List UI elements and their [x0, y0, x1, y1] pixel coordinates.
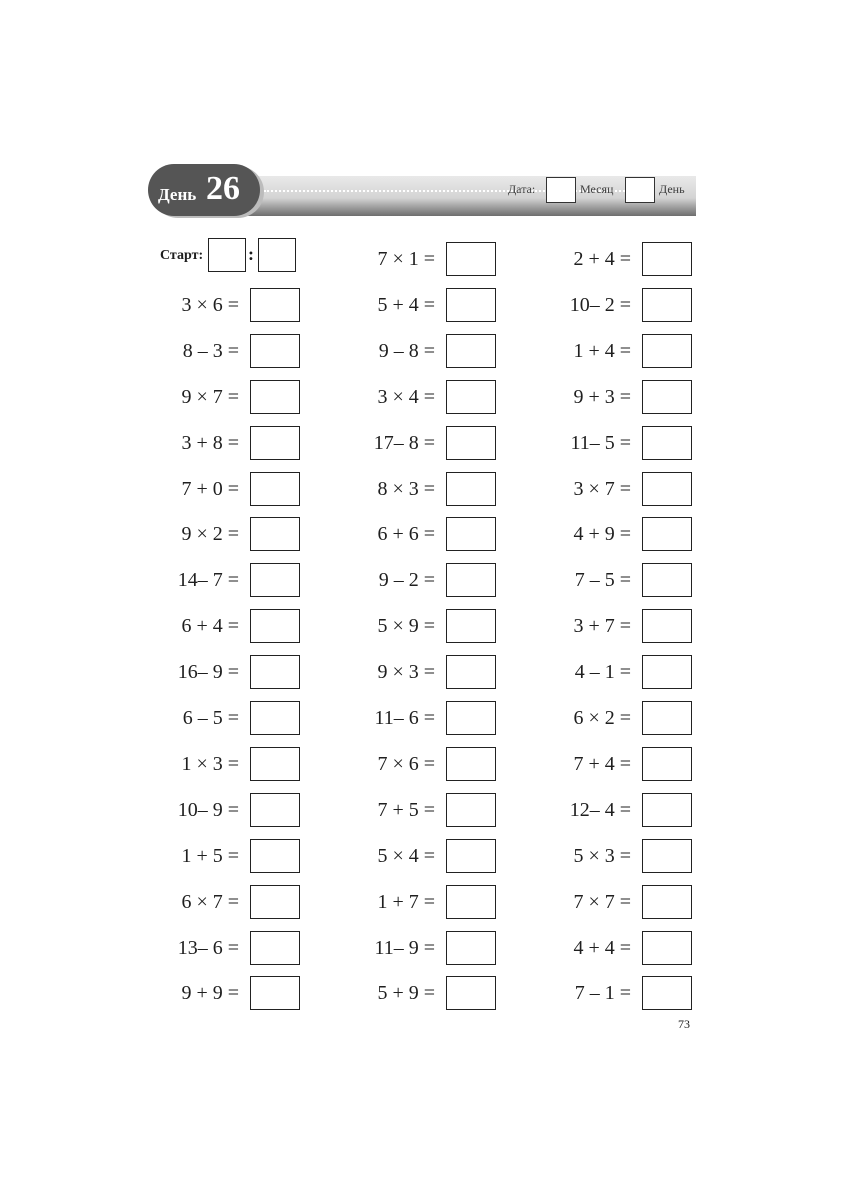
page-number: 73	[678, 1017, 690, 1031]
problem-row	[542, 426, 692, 460]
problem-expression: 7 + 0 =	[181, 477, 239, 500]
problem-expression: 4 + 9 =	[573, 523, 631, 546]
day-label: День	[659, 182, 685, 196]
answer-box[interactable]	[250, 517, 300, 551]
problem-expression: 9 – 2 =	[378, 569, 435, 592]
header-band	[188, 176, 696, 216]
answer-box[interactable]	[250, 885, 300, 919]
problem-row	[150, 839, 300, 873]
problem-row	[150, 701, 300, 735]
problem-expression: 6 – 5 =	[182, 707, 239, 729]
day-word: День	[158, 185, 197, 204]
day-number: 26	[206, 170, 240, 207]
answer-box[interactable]	[250, 931, 300, 965]
answer-box[interactable]	[446, 334, 496, 368]
problem-expression: 7 + 4 =	[573, 752, 631, 775]
problem-row	[346, 976, 496, 1010]
problem-expression: 7 – 5 =	[574, 569, 631, 592]
answer-box[interactable]	[642, 931, 692, 965]
problem-row	[150, 334, 300, 368]
problem-row	[542, 885, 692, 919]
problem-expression: 9 + 3 =	[573, 385, 631, 408]
answer-box[interactable]	[250, 976, 300, 1010]
answer-box[interactable]	[446, 701, 496, 735]
problem-expression: 1 + 7 =	[377, 890, 435, 913]
start-row	[150, 236, 300, 270]
problem-row	[542, 931, 692, 965]
problem-row	[150, 426, 300, 460]
start-colon: :	[248, 244, 254, 264]
problem-row	[542, 701, 692, 735]
answer-box[interactable]	[250, 380, 300, 414]
problem-expression: 3 × 4 =	[377, 385, 435, 408]
answer-box[interactable]	[642, 334, 692, 368]
problem-row	[150, 517, 300, 551]
answer-box[interactable]	[642, 380, 692, 414]
problem-row	[542, 288, 692, 322]
problem-row	[346, 655, 496, 689]
problem-row	[150, 931, 300, 965]
day-header	[148, 164, 696, 216]
problem-row	[346, 839, 496, 873]
answer-box[interactable]	[250, 793, 300, 827]
date-box[interactable]	[546, 177, 576, 203]
problem-row	[542, 747, 692, 781]
problem-expression: 10– 2 =	[569, 293, 631, 316]
problem-expression: 17– 8 =	[373, 431, 435, 454]
answer-box[interactable]	[642, 426, 692, 460]
answer-box[interactable]	[250, 839, 300, 873]
problem-row	[542, 242, 692, 276]
answer-box[interactable]	[446, 747, 496, 781]
problem-expression: 4 + 4 =	[573, 936, 631, 959]
problem-row	[542, 609, 692, 643]
answer-box[interactable]	[446, 655, 496, 689]
answer-box[interactable]	[642, 793, 692, 827]
problem-row	[346, 793, 496, 827]
problem-expression: 9 × 2 =	[181, 523, 239, 546]
problem-expression: 7 × 6 =	[377, 752, 435, 775]
day-badge	[148, 164, 260, 216]
problem-expression: 16– 9 =	[177, 661, 239, 684]
answer-box[interactable]	[446, 563, 496, 597]
answer-box[interactable]	[250, 472, 300, 506]
problem-expression: 6 × 2 =	[573, 707, 631, 729]
problem-expression: 6 + 6 =	[377, 523, 435, 546]
problem-expression: 1 + 4 =	[573, 339, 631, 362]
answer-box[interactable]	[446, 426, 496, 460]
answer-box[interactable]	[642, 517, 692, 551]
problem-expression: 2 + 4 =	[573, 248, 631, 270]
problem-expression: 11– 9 =	[374, 936, 435, 959]
answer-box[interactable]	[642, 655, 692, 689]
problem-row	[150, 747, 300, 781]
problem-row	[542, 839, 692, 873]
problem-expression: 13– 6 =	[177, 936, 239, 959]
answer-box[interactable]	[446, 380, 496, 414]
problem-expression: 5 × 3 =	[573, 844, 631, 867]
problem-row	[542, 793, 692, 827]
problem-row	[150, 885, 300, 919]
problem-row	[346, 517, 496, 551]
problem-row	[150, 793, 300, 827]
problem-expression: 7 × 7 =	[573, 890, 631, 913]
problem-expression: 11– 5 =	[570, 431, 631, 454]
answer-box[interactable]	[642, 609, 692, 643]
problem-row	[346, 426, 496, 460]
start-label: Старт:	[160, 248, 204, 263]
problem-row	[346, 747, 496, 781]
problem-expression: 3 + 7 =	[573, 615, 631, 638]
problem-expression: 5 × 9 =	[377, 615, 435, 638]
month-label: Месяц	[580, 182, 614, 196]
problem-expression: 7 × 1 =	[377, 248, 435, 270]
problem-expression: 9 × 7 =	[181, 385, 239, 408]
problem-expression: 3 × 7 =	[573, 477, 631, 500]
answer-box[interactable]	[642, 976, 692, 1010]
answer-box[interactable]	[250, 747, 300, 781]
answer-box[interactable]	[642, 563, 692, 597]
answer-box[interactable]	[250, 609, 300, 643]
answer-box[interactable]	[446, 885, 496, 919]
problem-expression: 4 – 1 =	[574, 661, 631, 684]
problem-expression: 6 × 7 =	[181, 890, 239, 913]
problem-row	[346, 380, 496, 414]
problem-row	[346, 885, 496, 919]
answer-box[interactable]	[446, 472, 496, 506]
problem-row	[150, 472, 300, 506]
answer-box[interactable]	[642, 747, 692, 781]
problem-row	[150, 563, 300, 597]
answer-box[interactable]	[642, 701, 692, 735]
answer-box[interactable]	[446, 931, 496, 965]
answer-box[interactable]	[446, 976, 496, 1010]
problem-row	[346, 334, 496, 368]
answer-box[interactable]	[446, 517, 496, 551]
answer-box[interactable]	[250, 426, 300, 460]
problem-expression: 1 × 3 =	[181, 752, 239, 775]
problem-expression: 9 + 9 =	[181, 982, 239, 1005]
answer-box[interactable]	[642, 242, 692, 276]
problem-expression: 8 × 3 =	[377, 477, 435, 500]
problem-row	[346, 701, 496, 735]
answer-box[interactable]	[250, 655, 300, 689]
problem-expression: 14– 7 =	[177, 569, 239, 592]
problem-row	[346, 242, 496, 276]
problem-row	[150, 380, 300, 414]
problem-expression: 3 × 6 =	[181, 293, 239, 316]
problem-row	[346, 472, 496, 506]
answer-box[interactable]	[250, 334, 300, 368]
problem-expression: 5 + 4 =	[377, 293, 435, 316]
problem-expression: 5 + 9 =	[377, 982, 435, 1005]
answer-box[interactable]	[446, 839, 496, 873]
problem-row	[150, 976, 300, 1010]
answer-box[interactable]	[642, 472, 692, 506]
problem-expression: 9 × 3 =	[377, 661, 435, 684]
problem-row	[542, 472, 692, 506]
problem-row	[346, 288, 496, 322]
answer-box[interactable]	[250, 288, 300, 322]
problem-row	[542, 380, 692, 414]
start-minutes-box[interactable]	[208, 238, 246, 272]
problem-expression: 6 + 4 =	[181, 615, 239, 638]
problem-expression: 11– 6 =	[374, 707, 435, 729]
problem-row	[150, 655, 300, 689]
problem-row	[346, 563, 496, 597]
problem-row	[346, 931, 496, 965]
start-seconds-box[interactable]	[258, 238, 296, 272]
problem-expression: 3 + 8 =	[181, 431, 239, 454]
answer-box[interactable]	[642, 288, 692, 322]
answer-box[interactable]	[446, 793, 496, 827]
problem-expression: 7 + 5 =	[377, 798, 435, 821]
problem-row	[542, 655, 692, 689]
problem-expression: 9 – 8 =	[378, 339, 435, 362]
answer-box[interactable]	[250, 563, 300, 597]
answer-box[interactable]	[642, 885, 692, 919]
problem-expression: 8 – 3 =	[182, 339, 239, 362]
answer-box[interactable]	[642, 839, 692, 873]
problem-expression: 12– 4 =	[569, 798, 631, 821]
problem-row	[542, 334, 692, 368]
answer-box[interactable]	[446, 609, 496, 643]
month-box[interactable]	[625, 177, 655, 203]
problem-row	[542, 517, 692, 551]
problem-row	[150, 609, 300, 643]
answer-box[interactable]	[446, 288, 496, 322]
answer-box[interactable]	[446, 242, 496, 276]
answer-box[interactable]	[250, 701, 300, 735]
problem-row	[150, 288, 300, 322]
problem-expression: 1 + 5 =	[181, 844, 239, 867]
problem-row	[542, 563, 692, 597]
problem-row	[346, 609, 496, 643]
problem-expression: 7 – 1 =	[574, 982, 631, 1005]
problem-expression: 10– 9 =	[177, 798, 239, 821]
problem-row	[542, 976, 692, 1010]
problem-expression: 5 × 4 =	[377, 844, 435, 867]
date-label: Дата:	[508, 182, 536, 196]
